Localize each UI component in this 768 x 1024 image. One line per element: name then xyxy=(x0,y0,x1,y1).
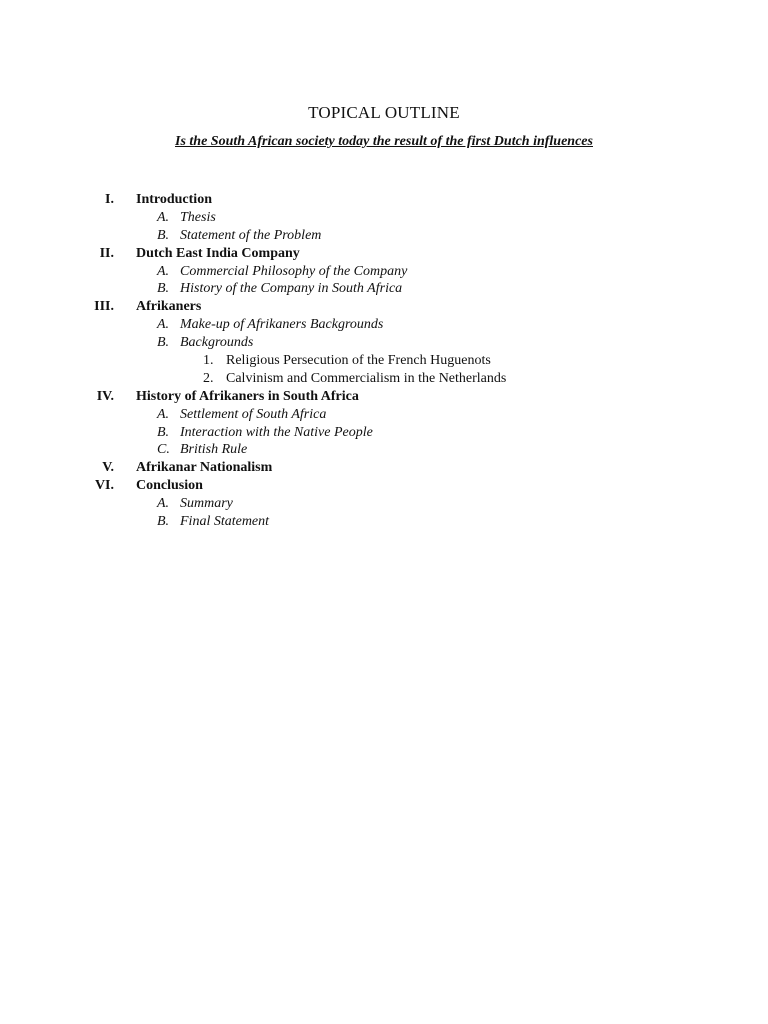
section-title: Afrikaners xyxy=(136,299,202,315)
subitem-number: 1. xyxy=(203,353,214,369)
outline-item xyxy=(0,424,768,442)
outline-subitem xyxy=(0,370,768,388)
item-letter: C. xyxy=(157,442,170,458)
outline-item xyxy=(0,209,768,227)
item-text: Commercial Philosophy of the Company xyxy=(180,263,408,279)
section-numeral: II. xyxy=(99,245,114,261)
outline-item xyxy=(0,495,768,513)
outline-item xyxy=(0,227,768,245)
section-numeral: I. xyxy=(105,192,114,207)
page-subtitle: Is the South African society today the result of the first Dutch influences xyxy=(175,134,593,149)
section-numeral: VI. xyxy=(94,478,114,494)
outline-section xyxy=(0,477,768,495)
item-letter: A. xyxy=(157,406,170,422)
outline-subitem xyxy=(0,352,768,370)
outline-item xyxy=(0,280,768,298)
section-numeral: V. xyxy=(102,460,114,476)
item-letter: A. xyxy=(157,317,170,333)
item-text: Interaction with the Native People xyxy=(180,424,373,440)
item-text: Thesis xyxy=(180,209,216,225)
item-letter: B. xyxy=(157,335,170,351)
outline-item xyxy=(0,263,768,281)
item-text: British Rule xyxy=(180,442,248,458)
subitem-number: 2. xyxy=(203,370,214,386)
subitem-text: Religious Persecution of the French Huguenots xyxy=(226,353,491,369)
item-text: Backgrounds xyxy=(180,335,254,351)
page-title: TOPICAL OUTLINE xyxy=(308,103,460,122)
outline-item xyxy=(0,316,768,334)
outline-item xyxy=(0,441,768,459)
outline-section xyxy=(0,298,768,316)
item-letter: B. xyxy=(157,281,170,297)
item-letter: B. xyxy=(157,514,170,530)
outline-section xyxy=(0,388,768,406)
item-text: Settlement of South Africa xyxy=(180,406,327,422)
section-numeral: III. xyxy=(94,299,114,315)
item-letter: A. xyxy=(157,209,170,225)
item-text: Make-up of Afrikaners Backgrounds xyxy=(180,317,384,333)
outline-section xyxy=(0,191,768,209)
item-letter: B. xyxy=(157,424,170,440)
item-letter: B. xyxy=(157,227,170,243)
outline-section xyxy=(0,245,768,263)
section-title: Dutch East India Company xyxy=(136,245,300,261)
section-title: History of Afrikaners in South Africa xyxy=(136,388,359,404)
outline-item xyxy=(0,334,768,352)
section-title: Introduction xyxy=(136,192,212,207)
section-title: Afrikanar Nationalism xyxy=(136,460,273,476)
section-title: Conclusion xyxy=(136,478,203,494)
section-numeral: IV. xyxy=(96,388,114,404)
item-text: Final Statement xyxy=(180,514,270,530)
item-letter: A. xyxy=(157,496,170,512)
item-text: History of the Company in South Africa xyxy=(180,281,403,297)
outline-section xyxy=(0,459,768,477)
outline xyxy=(0,191,768,531)
outline-item xyxy=(0,406,768,424)
item-letter: A. xyxy=(157,263,170,279)
item-text: Summary xyxy=(180,496,233,512)
outline-item xyxy=(0,513,768,531)
item-text: Statement of the Problem xyxy=(180,227,322,243)
subitem-text: Calvinism and Commercialism in the Netherlands xyxy=(226,370,507,386)
